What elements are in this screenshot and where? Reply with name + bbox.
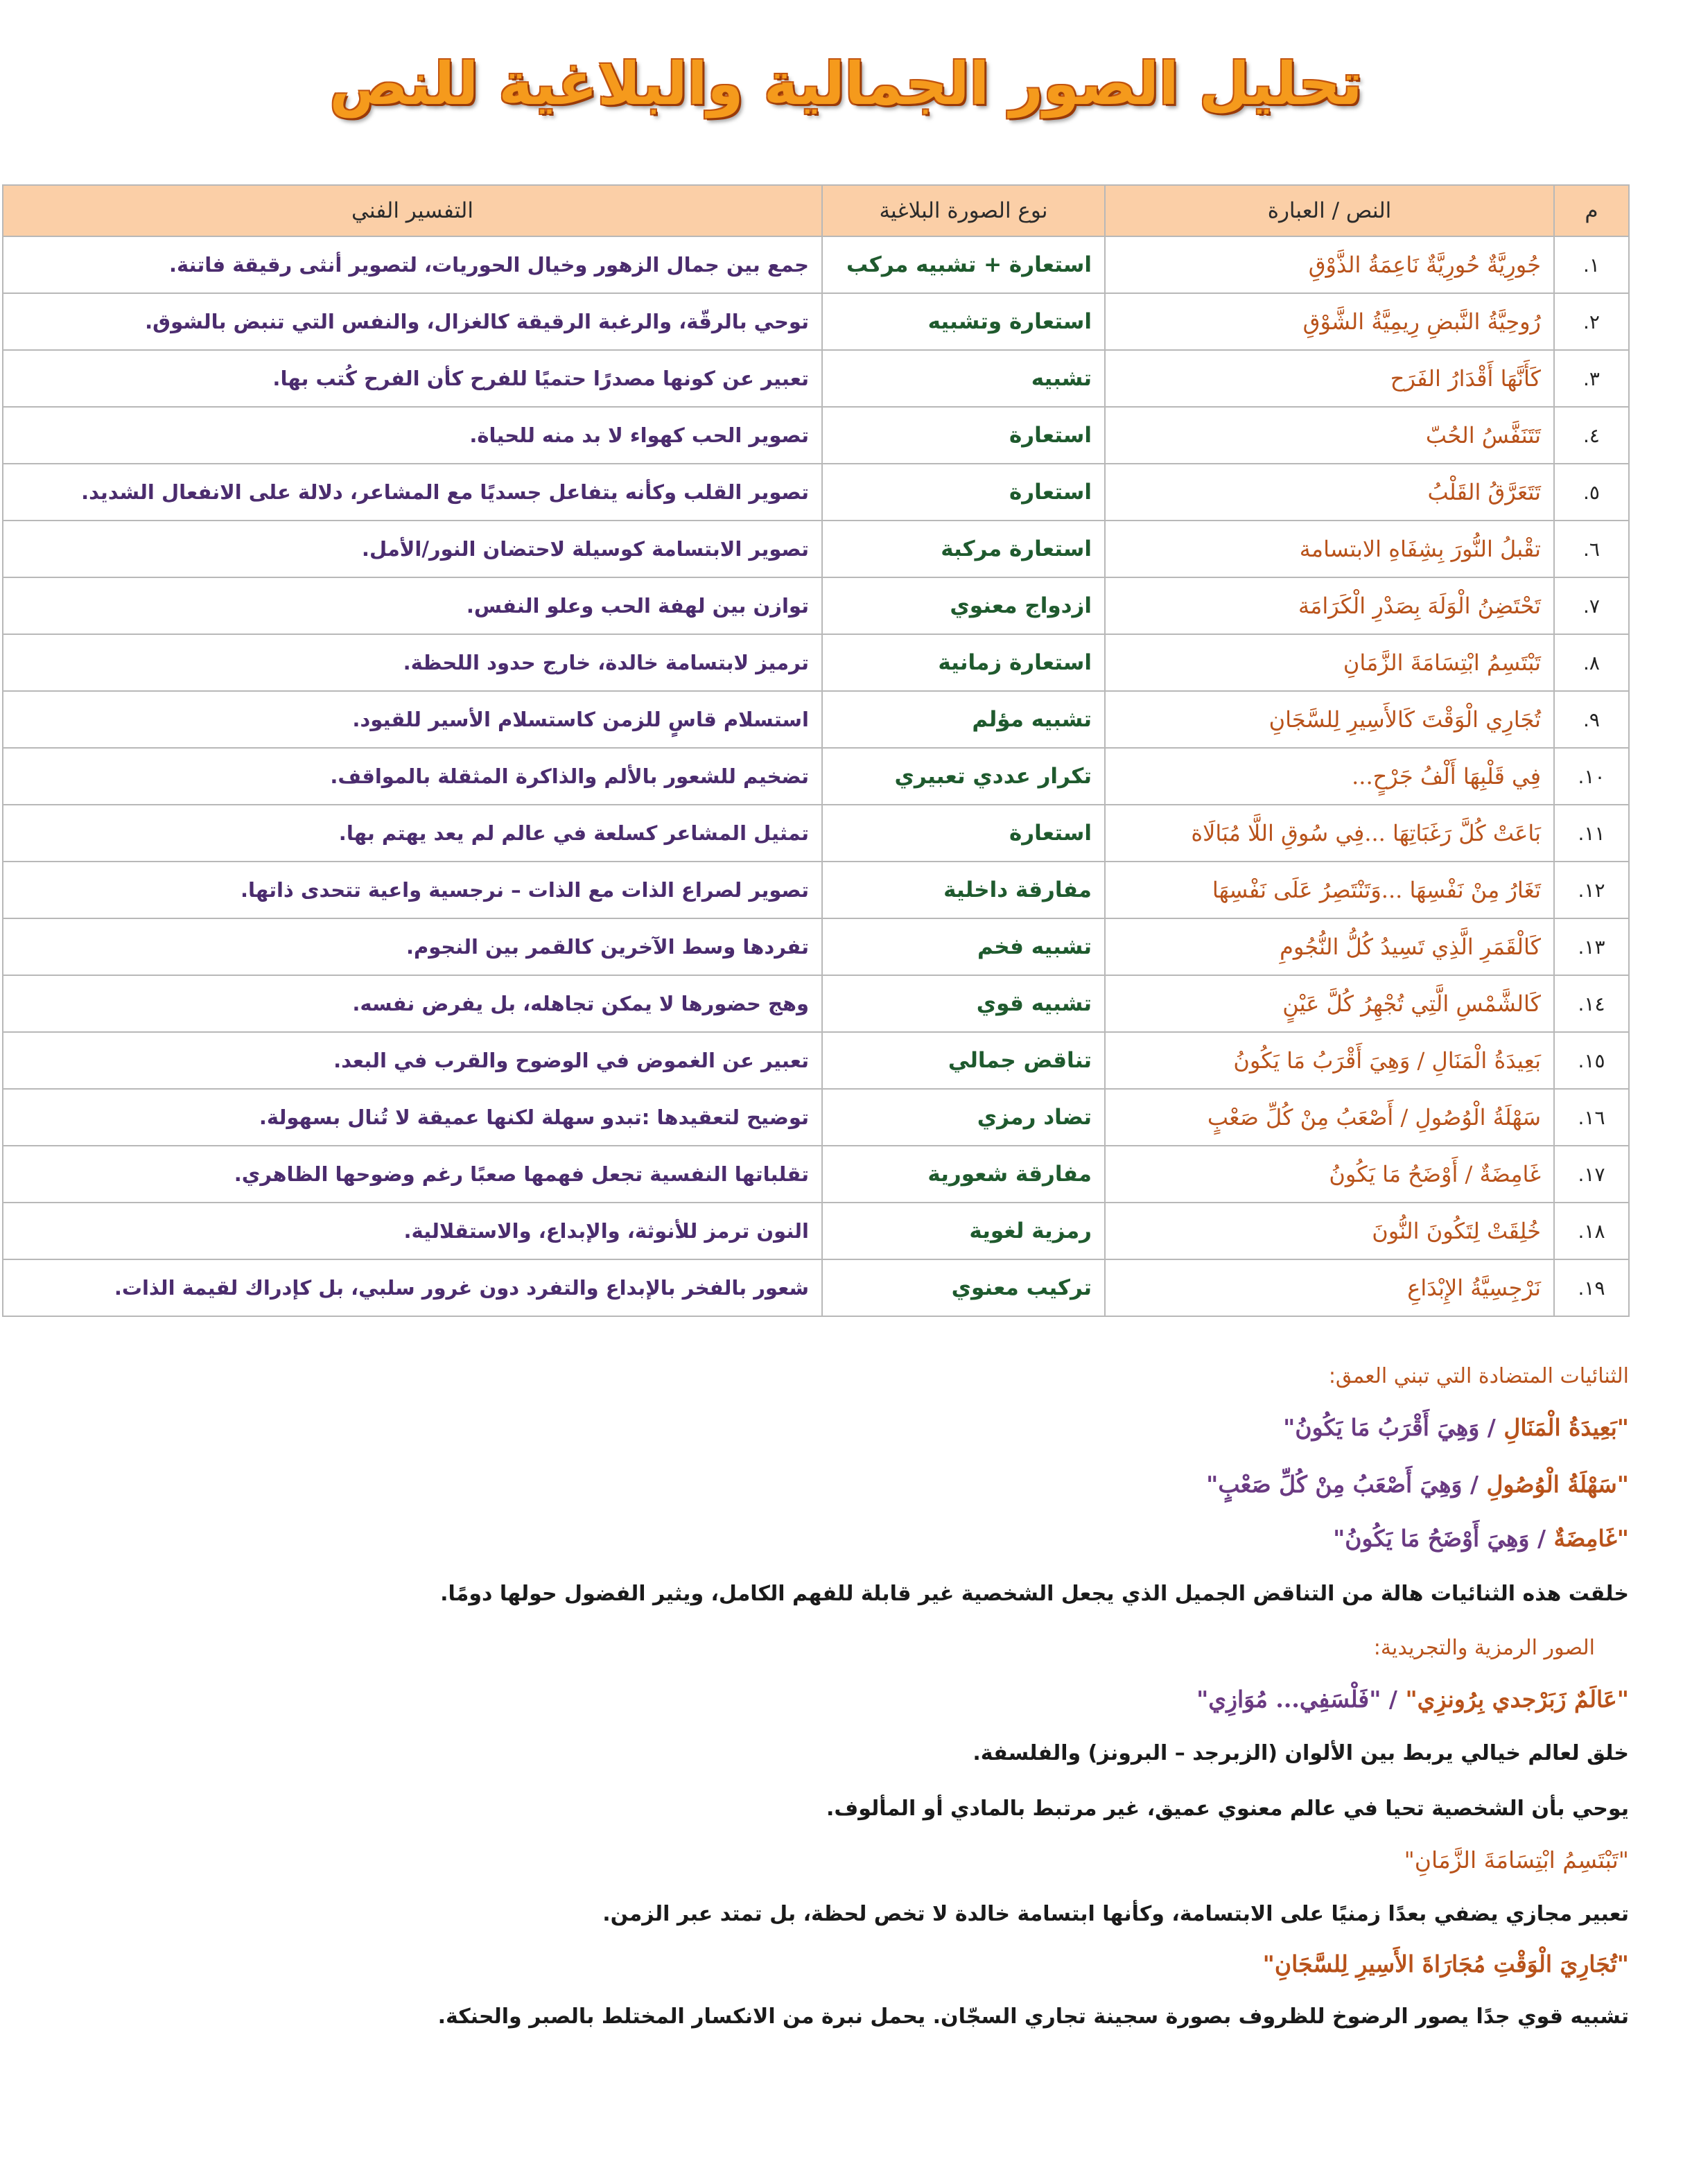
row-explanation: تعبير عن كونها مصدرًا حتميًا للفرح كأن الفرح كُتب بها.	[3, 350, 822, 407]
row-phrase: تَتَعَرَّقُ القَلْبُ	[1105, 464, 1554, 521]
analysis-table	[2, 184, 1630, 1317]
table-row	[3, 748, 1629, 805]
row-type: استعارة + تشبيه مركب	[822, 236, 1105, 293]
section-heading-symbolic: الصور الرمزية والتجريدية:	[1373, 1636, 1595, 1660]
row-phrase: تَحْتَضِنُ الْوَلَهَ بِصَدْرِ الْكَرَامَة	[1105, 577, 1554, 634]
row-number: ١٦.	[1554, 1089, 1629, 1146]
table-row	[3, 975, 1629, 1032]
row-number: ١٣.	[1554, 918, 1629, 975]
row-number: ١٥.	[1554, 1032, 1629, 1089]
quote-part-a: "عَالَمٌ زَبَرْجدي بِرُونزِي"	[1405, 1686, 1629, 1713]
header-phrase: النص / العبارة	[1105, 185, 1554, 236]
symbolic-quote	[28, 1686, 1629, 1713]
section1-paragraph: خلقت هذه الثنائيات هالة من التناقض الجميل الذي يجعل الشخصية غير قابلة للفهم الكامل، ويثير الفضول حولها دومًا.	[440, 1582, 1629, 1606]
row-phrase: تَغَارُ مِنْ نَفْسِهَا ...وَتَنْتَصِرُ عَلَى نَفْسِهَا	[1105, 862, 1554, 918]
antithesis-quote	[28, 1471, 1629, 1498]
row-explanation: تعبير عن الغموض في الوضوح والقرب في البعد.	[3, 1032, 822, 1089]
section2-paragraph-2: يوحي بأن الشخصية تحيا في عالم معنوي عميق، غير مرتبط بالمادي أو المألوف.	[826, 1797, 1629, 1821]
row-type: استعارة	[822, 464, 1105, 521]
section2-paragraph-1: خلق لعالم خيالي يربط بين الألوان (الزبرجد – البرونز) والفلسفة.	[973, 1741, 1629, 1765]
row-explanation: تمثيل المشاعر كسلعة في عالم لم يعد يهتم بها.	[3, 805, 822, 862]
antithesis-quote	[28, 1414, 1629, 1441]
table-row	[3, 634, 1629, 691]
row-number: ٧.	[1554, 577, 1629, 634]
row-explanation: توضيح لتعقيدها :تبدو سهلة لكنها عميقة لا تُنال بسهولة.	[3, 1089, 822, 1146]
row-phrase: خُلِقَتْ لِتَكُونَ النُّونَ	[1105, 1203, 1554, 1259]
row-number: ٥.	[1554, 464, 1629, 521]
row-phrase: نَرْجِسِيَّةُ الإِبْدَاعِ	[1105, 1259, 1554, 1316]
quote-part-b: وَهِيَ أَوْضَحُ مَا يَكُونُ"	[1333, 1525, 1530, 1552]
table-row	[3, 1089, 1629, 1146]
row-number: ٣.	[1554, 350, 1629, 407]
section-heading-antitheses: الثنائيات المتضادة التي تبني العمق:	[1328, 1364, 1629, 1388]
row-type: تشبيه	[822, 350, 1105, 407]
row-number: ٨.	[1554, 634, 1629, 691]
row-explanation: توحي بالرقّة، والرغبة الرقيقة كالغزال، والنفس التي تنبض بالشوق.	[3, 293, 822, 350]
row-explanation: توازن بين لهفة الحب وعلو النفس.	[3, 577, 822, 634]
table-row	[3, 577, 1629, 634]
quote-part-b: "فَلْسَفِي... مُوَازِي"	[1196, 1686, 1381, 1713]
row-phrase: فِي قَلْبِهَا أَلْفُ جَرْحٍ...	[1105, 748, 1554, 805]
quote-text: "تَبْتَسِمُ ابْتِسَامَةَ الزَّمَانِ"	[1404, 1846, 1629, 1873]
row-type: استعارة مركبة	[822, 521, 1105, 577]
page-title: تحليل الصور الجمالية والبلاغية للنص	[329, 50, 1363, 118]
row-phrase: كَأَنَّهَا أَقْدَارُ الفَرَح	[1105, 350, 1554, 407]
row-phrase: بَعِيدَةُ الْمَنَالِ / وَهِيَ أَقْرَبُ مَا يَكُونُ	[1105, 1032, 1554, 1089]
table-row	[3, 1146, 1629, 1203]
row-explanation: استسلام قاسٍ للزمن كاستسلام الأسير للقيود.	[3, 691, 822, 748]
row-phrase: كَالشَّمْسِ الَّتِي تُجْهِرُ كُلَّ عَيْنٍ	[1105, 975, 1554, 1032]
row-number: ٩.	[1554, 691, 1629, 748]
row-explanation: تقلباتها النفسية تجعل فهمها صعبًا رغم وضوحها الظاهري.	[3, 1146, 822, 1203]
row-type: استعارة زمانية	[822, 634, 1105, 691]
quote-part-a: "غَامِضَةٌ	[1553, 1525, 1629, 1552]
row-explanation: وهج حضورها لا يمكن تجاهله، بل يفرض نفسه.	[3, 975, 822, 1032]
row-explanation: ترميز لابتسامة خالدة، خارج حدود اللحظة.	[3, 634, 822, 691]
table-row	[3, 236, 1629, 293]
row-phrase: تَتَنَفَّسُ الحُبّ	[1105, 407, 1554, 464]
row-explanation: تصوير الابتسامة كوسيلة لاحتضان النور/الأمل.	[3, 521, 822, 577]
row-phrase: رُوحِيَّةُ النَّبضِ رِيمِيَّةُ الشَّوْقِ	[1105, 293, 1554, 350]
table-row	[3, 862, 1629, 918]
row-explanation: تصوير لصراع الذات مع الذات – نرجسية واعية تتحدى ذاتها.	[3, 862, 822, 918]
table-row	[3, 691, 1629, 748]
row-type: تناقض جمالي	[822, 1032, 1105, 1089]
section2-paragraph-4: تشبيه قوي جدًا يصور الرضوخ للظروف بصورة سجينة تجاري السجّان. يحمل نبرة من الانكسار المختلط بالصبر والحنكة.	[437, 2004, 1629, 2029]
row-number: ١٨.	[1554, 1203, 1629, 1259]
row-number: ١.	[1554, 236, 1629, 293]
row-phrase: كَالْقَمَرِ الَّذِي تَسِيدُ كُلُّ النُّجُومِ	[1105, 918, 1554, 975]
table-row	[3, 918, 1629, 975]
header-type: نوع الصورة البلاغية	[822, 185, 1105, 236]
row-number: ٢.	[1554, 293, 1629, 350]
quote-separator: /	[1529, 1525, 1554, 1552]
row-explanation: تصوير الحب كهواء لا بد منه للحياة.	[3, 407, 822, 464]
row-phrase: سَهْلَةُ الْوُصُولِ / أَصْعَبُ مِنْ كُلِّ صَعْبٍ	[1105, 1089, 1554, 1146]
row-type: رمزية لغوية	[822, 1203, 1105, 1259]
row-type: تركيب معنوي	[822, 1259, 1105, 1316]
table-row	[3, 407, 1629, 464]
table-header-row	[3, 185, 1629, 236]
row-explanation: شعور بالفخر بالإبداع والتفرد دون غرور سلبي، بل كإدراك لقيمة الذات.	[3, 1259, 822, 1316]
row-number: ٤.	[1554, 407, 1629, 464]
row-type: استعارة	[822, 805, 1105, 862]
row-phrase: تَبْتَسِمُ ابْتِسَامَةَ الزَّمَانِ	[1105, 634, 1554, 691]
quote-part-a: "بَعِيدَةُ الْمَنَالِ	[1503, 1414, 1629, 1441]
row-phrase: تقْبلُ النُّورَ بِشِفَاهِ الابتسامة	[1105, 521, 1554, 577]
table-row	[3, 464, 1629, 521]
row-type: استعارة وتشبيه	[822, 293, 1105, 350]
row-phrase: تُجَارِي الْوَقْتَ كَالأَسِيرِ لِلسَّجَانِ	[1105, 691, 1554, 748]
symbolic-quote-3	[28, 1950, 1629, 1977]
table-row	[3, 293, 1629, 350]
row-type: تضاد رمزي	[822, 1089, 1105, 1146]
row-explanation: تصوير القلب وكأنه يتفاعل جسديًا مع المشاعر، دلالة على الانفعال الشديد.	[3, 464, 822, 521]
row-phrase: بَاعَتْ كُلَّ رَغَبَاتِهَا ...فِي سُوقِ اللَّا مُبَالَاة	[1105, 805, 1554, 862]
row-number: ١٧.	[1554, 1146, 1629, 1203]
row-number: ١٠.	[1554, 748, 1629, 805]
quote-separator: /	[1462, 1471, 1487, 1498]
table-row	[3, 350, 1629, 407]
row-type: تكرار عددي تعبيري	[822, 748, 1105, 805]
quote-part-b: وَهِيَ أَصْعَبُ مِنْ كُلِّ صَعْبٍ"	[1206, 1471, 1463, 1498]
row-explanation: جمع بين جمال الزهور وخيال الحوريات، لتصوير أنثى رقيقة فاتنة.	[3, 236, 822, 293]
quote-text: "تُجَارِيَ الْوَقْتِ مُجَارَاةَ الأَسِيرِ لِلسَّجَانِ"	[1262, 1950, 1629, 1977]
header-explanation: التفسير الفني	[3, 185, 822, 236]
quote-part-b: وَهِيَ أَقْرَبُ مَا يَكُونُ"	[1283, 1414, 1480, 1441]
section2-paragraph-3: تعبير مجازي يضفي بعدًا زمنيًا على الابتسامة، وكأنها ابتسامة خالدة لا تخص لحظة، بل تمتد عبر الزمن.	[602, 1902, 1629, 1926]
table-row	[3, 1032, 1629, 1089]
row-type: تشبيه مؤلم	[822, 691, 1105, 748]
row-number: ١٤.	[1554, 975, 1629, 1032]
header-number: م	[1554, 185, 1629, 236]
symbolic-quote-2	[28, 1846, 1629, 1873]
table-row	[3, 521, 1629, 577]
row-explanation: النون ترمز للأنوثة، والإبداع، والاستقلالية.	[3, 1203, 822, 1259]
row-phrase: جُورِيَّةٌ حُورِيَّةٌ نَاعِمَةُ الذَّوْقِ	[1105, 236, 1554, 293]
row-type: مفارقة شعورية	[822, 1146, 1105, 1203]
quote-separator: /	[1479, 1414, 1504, 1441]
quote-part-a: "سَهْلَةُ الْوُصُولِ	[1486, 1471, 1629, 1498]
table-row	[3, 805, 1629, 862]
row-type: استعارة	[822, 407, 1105, 464]
row-type: ازدواج معنوي	[822, 577, 1105, 634]
row-number: ١٩.	[1554, 1259, 1629, 1316]
row-type: تشبيه قوي	[822, 975, 1105, 1032]
antithesis-quote	[28, 1525, 1629, 1552]
row-type: تشبيه فخم	[822, 918, 1105, 975]
row-number: ١٢.	[1554, 862, 1629, 918]
row-explanation: تفردها وسط الآخرين كالقمر بين النجوم.	[3, 918, 822, 975]
row-number: ١١.	[1554, 805, 1629, 862]
table-row	[3, 1203, 1629, 1259]
table-row	[3, 1259, 1629, 1316]
row-type: مفارقة داخلية	[822, 862, 1105, 918]
row-explanation: تضخيم للشعور بالألم والذاكرة المثقلة بالمواقف.	[3, 748, 822, 805]
quote-separator: /	[1381, 1686, 1406, 1713]
row-phrase: غَامِضَةٌ / أَوْضَحُ مَا يَكُونُ	[1105, 1146, 1554, 1203]
row-number: ٦.	[1554, 521, 1629, 577]
